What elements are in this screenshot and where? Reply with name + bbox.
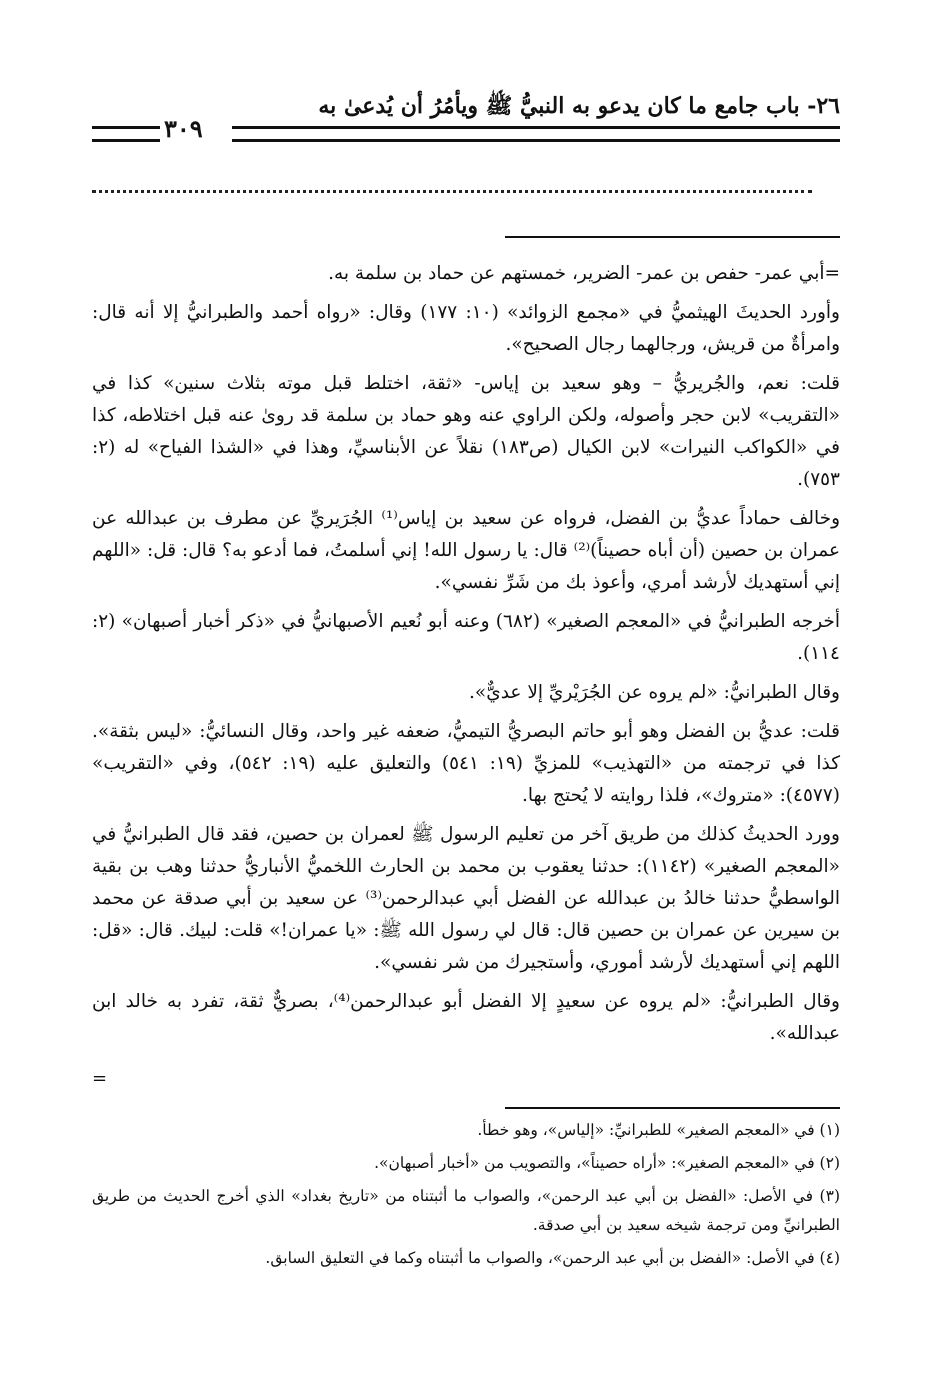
paragraph: أخرجه الطبرانيُّ في «المعجم الصغير» (٦٨٢) وعنه أبو نُعيم الأصبهانيُّ في «ذكر أخبار أصبهان» (٢: ١١٤). [92,611,840,664]
page-number: ٣٠٩ [164,114,203,143]
paragraph: قلت: نعم، والجُريريُّ – وهو سعيد بن إياس- «ثقة، اختلط قبل موته بثلاث سنين» كذا في «التقريب» لابن حجر وأصوله، ولكن الراوي عنه وهو حماد بن سلمة قد روىٰ عنه قبل اختلاطه، كذا في «الكواكب النيرات» لابن الكيال (ص١٨٣) نقلاً عن الأبناسيِّ، وهذا في «الشذا الفياح» له (٢: ٧٥٣). [92,373,840,490]
paragraph: قلت: عديُّ بن الفضل وهو أبو حاتم البصريُّ التيميُّ، ضعفه غير واحد، وقال النسائيُّ: «ليس بثقة». كذا في ترجمته من «التهذيب» للمزيِّ (١٩: ٥٤١) والتعليق عليه (١٩: ٥٤٢)، وفي «التقريب» (٤٥٧٧): «متروك»، فلذا روايته لا يُحتج بها. [92,721,840,806]
footnote-rule [505,1107,840,1109]
header-double-rule-right [232,126,840,142]
paragraph: وخالف حماداً عديُّ بن الفضل، فرواه عن سعيد بن إياس⁽¹⁾ الجُرَيريِّ عن مطرف بن عبدالله عن عمران بن حصين (أن أباه حصيناً)⁽²⁾ قال: يا رسول الله! إني أسلمتُ، فما أدعو به؟ قال: قل: «اللهم إني أستهديك لأرشد أمري، وأعوذ بك من شَرِّ نفسي». [92,508,840,593]
paragraph: =أبي عمر- حفص بن عمر- الضرير، خمستهم عن حماد بن سلمة به. [328,263,840,284]
dotted-separator [92,190,812,193]
paragraph: وأورد الحديثَ الهيثميُّ في «مجمع الزوائد» (١٠: ١٧٧) وقال: «رواه أحمد والطبرانيُّ إلا أنه قال: وامرأةٌ من قريش، ورجالهما رجال الصحيح». [92,302,840,355]
footnote: (٣) في الأصل: «الفضل بن أبي عبد الرحمن»، والصواب ما أثبتناه من «تاريخ بغداد» الذي أخرج الحديث من طريق الطبرانيِّ ومن ترجمة شيخه سعيد بن أبي صدقة. [92,1187,840,1234]
page-header [92,92,840,152]
paragraph: وقال الطبرانيُّ: «لم يروه عن الجُرَيْريِّ إلا عديٌّ». [469,682,840,703]
footnote: (١) في «المعجم الصغير» للطبرانيِّ: «إلياس»، وهو خطأ. [477,1121,840,1139]
footnote: (٢) في «المعجم الصغير»: «أراه حصيناً»، والتصويب من «أخبار أصبهان». [374,1154,840,1172]
paragraph: وورد الحديثُ كذلك من طريق آخر من تعليم الرسول ﷺ لعمران بن حصين، فقد قال الطبرانيُّ في «المعجم الصغير» (١١٤٢): حدثنا يعقوب بن محمد بن الحارث اللخميُّ الأنباريُّ حدثنا وهب بن بقية الواسطيُّ حدثنا خالدُ بن عبدالله عن الفضل أبي عبدالرحمن⁽³⁾ عن سعيد بن أبي صدقة عن محمد بن سيرين عن عمران بن حصين قال: قال لي رسول الله ﷺ: «يا عمران!» قلت: لبيك. قال: «قل: اللهم إني أستهديك لأرشد أموري، وأستجيرك من شر نفسي». [92,824,840,973]
continuation-rule [505,236,840,238]
paragraph: وقال الطبرانيُّ: «لم يروه عن سعيدٍ إلا الفضل أبو عبدالرحمن⁽⁴⁾، بصريٌّ ثقة، تفرد به خالد ابن عبدالله». [92,991,840,1044]
footnote: (٤) في الأصل: «الفضل بن أبي عبد الرحمن»، والصواب ما أثبتناه وكما في التعليق السابق. [265,1249,840,1267]
header-double-rule-left [92,126,160,142]
body-text [92,258,840,1057]
continuation-mark: = [92,1068,108,1089]
footnotes [92,1116,840,1277]
chapter-title: ٢٦- باب جامع ما كان يدعو به النبيُّ ﷺ ويأمُرُ أن يُدعىٰ به [318,93,840,119]
